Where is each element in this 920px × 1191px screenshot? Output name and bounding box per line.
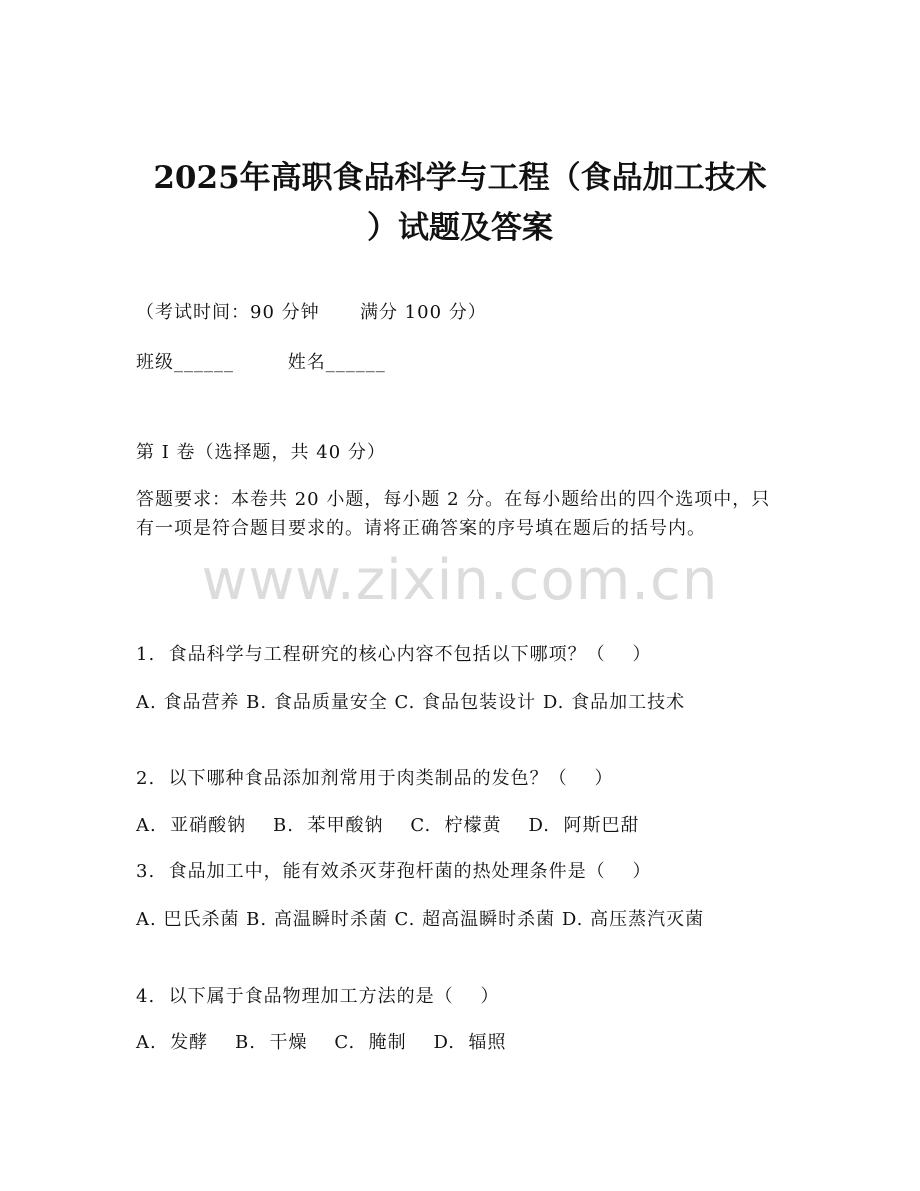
answer-instructions: 答题要求：本卷共 20 小题，每小题 2 分。在每小题给出的四个选项中，只有一项是符合题目要求的。请将正确答案的序号填在题后的括号内。: [136, 489, 771, 539]
exam-info: （考试时间：90 分钟 满分 100 分）: [136, 302, 487, 323]
document-title-line-2: ）试题及答案: [367, 210, 553, 246]
watermark: www.zixin.com.cn: [201, 548, 719, 613]
question-4-stem: 4. 以下属于食品物理加工方法的是（ ）: [136, 986, 500, 1007]
question-2-stem: 2. 以下哪种食品添加剂常用于肉类制品的发色？（ ）: [136, 768, 614, 789]
question-2-options: A. 亚硝酸钠 B. 苯甲酸钠 C. 柠檬黄 D. 阿斯巴甜: [136, 815, 640, 836]
document-title-line-1: 2025年高职食品科学与工程（食品加工技术: [153, 160, 767, 196]
section-heading: 第 I 卷（选择题，共 40 分）: [136, 442, 386, 463]
question-3-stem: 3. 食品加工中，能有效杀灭芽孢杆菌的热处理条件是（ ）: [136, 861, 652, 882]
question-4-options: A. 发酵 B. 干燥 C. 腌制 D. 辐照: [136, 1032, 507, 1053]
class-name-line: 班级______ 姓名______: [136, 352, 386, 373]
question-3-options: A. 巴氏杀菌 B. 高温瞬时杀菌 C. 超高温瞬时杀菌 D. 高压蒸汽灭菌: [136, 909, 705, 930]
question-1-options: A. 食品营养 B. 食品质量安全 C. 食品包装设计 D. 食品加工技术: [136, 692, 686, 713]
question-1-stem: 1. 食品科学与工程研究的核心内容不包括以下哪项？（ ）: [136, 644, 652, 665]
